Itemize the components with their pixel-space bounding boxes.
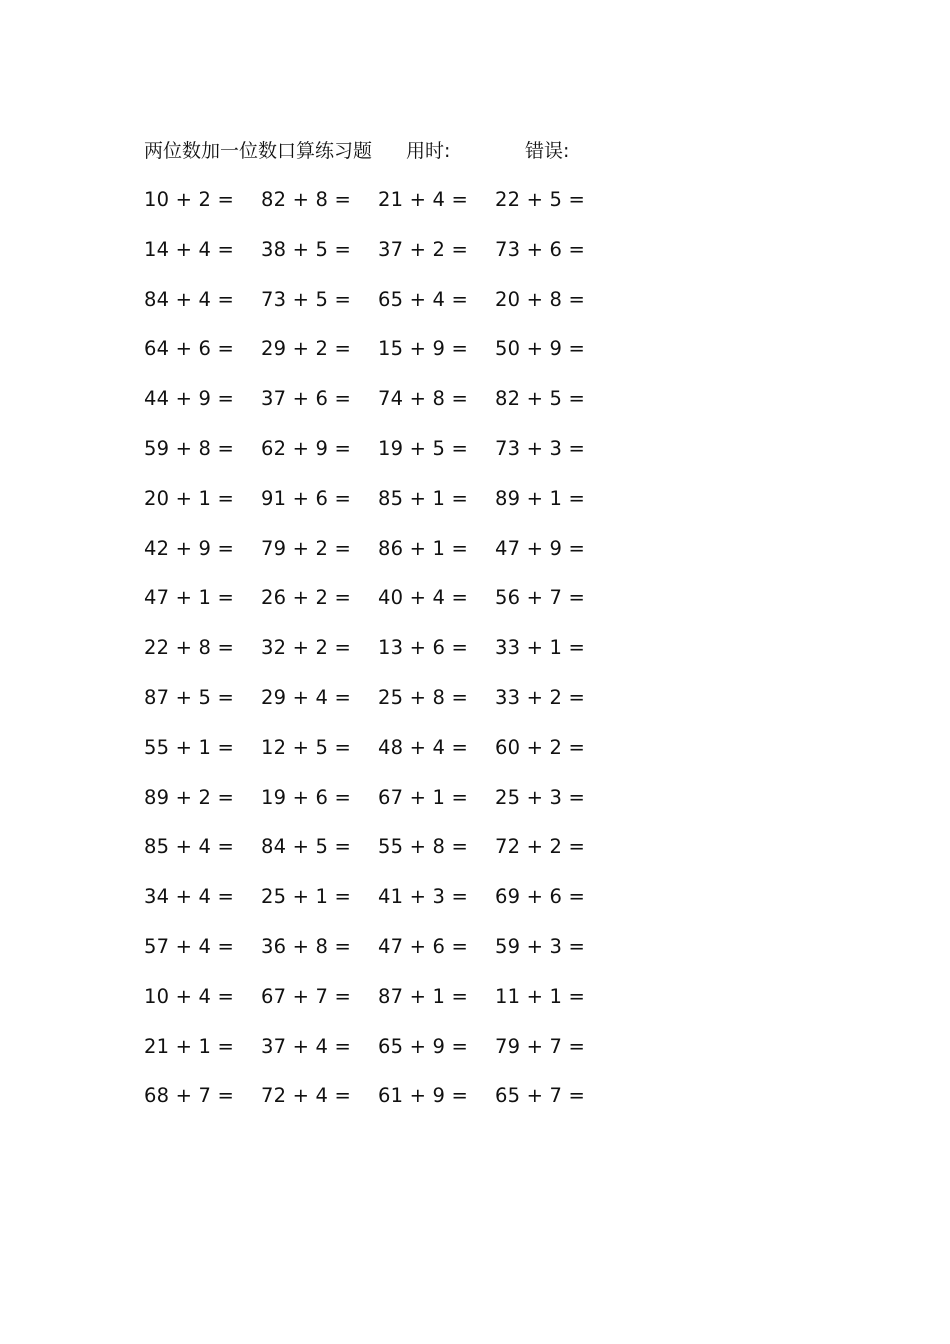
problem-item: 21 + 1 = (144, 1034, 235, 1058)
problem-item: 87 + 5 = (144, 685, 235, 709)
errors-label: 错误: (525, 140, 570, 162)
problem-item: 47 + 1 = (144, 586, 235, 610)
problem-item: 12 + 5 = (261, 735, 352, 759)
problem-row (144, 333, 624, 383)
problem-item: 55 + 1 = (144, 735, 235, 759)
problem-row (144, 732, 624, 782)
problem-item: 41 + 3 = (378, 885, 469, 909)
problem-item: 72 + 2 = (495, 835, 586, 859)
problem-item: 84 + 5 = (261, 835, 352, 859)
problem-item: 87 + 1 = (378, 984, 469, 1008)
problem-item: 29 + 4 = (261, 685, 352, 709)
problem-item: 22 + 8 = (144, 636, 235, 660)
problem-item: 25 + 1 = (261, 885, 352, 909)
problem-item: 85 + 4 = (144, 835, 235, 859)
problem-item: 11 + 1 = (495, 984, 586, 1008)
problem-row (144, 483, 624, 533)
problem-item: 65 + 9 = (378, 1034, 469, 1058)
problem-row (144, 881, 624, 931)
problem-item: 67 + 7 = (261, 984, 352, 1008)
problem-item: 69 + 6 = (495, 885, 586, 909)
problem-item: 37 + 4 = (261, 1034, 352, 1058)
problem-item: 59 + 3 = (495, 934, 586, 958)
problem-item: 60 + 2 = (495, 735, 586, 759)
problem-item: 14 + 4 = (144, 237, 235, 261)
problem-item: 84 + 4 = (144, 287, 235, 311)
problem-item: 59 + 8 = (144, 436, 235, 460)
problem-row (144, 433, 624, 483)
problem-item: 74 + 8 = (378, 387, 469, 411)
problem-item: 32 + 2 = (261, 636, 352, 660)
problem-row (144, 782, 624, 832)
problem-item: 19 + 5 = (378, 436, 469, 460)
page-title: 两位数加一位数口算练习题 (144, 140, 373, 162)
problem-item: 42 + 9 = (144, 536, 235, 560)
problem-item: 33 + 2 = (495, 685, 586, 709)
problem-item: 44 + 9 = (144, 387, 235, 411)
problem-row (144, 383, 624, 433)
problem-item: 20 + 8 = (495, 287, 586, 311)
problem-item: 67 + 1 = (378, 785, 469, 809)
problem-grid (144, 184, 624, 1130)
problem-item: 55 + 8 = (378, 835, 469, 859)
problem-item: 89 + 2 = (144, 785, 235, 809)
problem-item: 82 + 8 = (261, 188, 352, 211)
problem-item: 73 + 3 = (495, 436, 586, 460)
problem-item: 72 + 4 = (261, 1084, 352, 1108)
problem-row (144, 981, 624, 1031)
problem-item: 73 + 6 = (495, 237, 586, 261)
problem-item: 37 + 2 = (378, 237, 469, 261)
problem-item: 89 + 1 = (495, 486, 586, 510)
problem-row (144, 533, 624, 583)
problem-row (144, 831, 624, 881)
problem-item: 26 + 2 = (261, 586, 352, 610)
problem-item: 48 + 4 = (378, 735, 469, 759)
problem-item: 29 + 2 = (261, 337, 352, 361)
problem-item: 47 + 6 = (378, 934, 469, 958)
problem-item: 33 + 1 = (495, 636, 586, 660)
problem-item: 25 + 3 = (495, 785, 586, 809)
problem-item: 19 + 6 = (261, 785, 352, 809)
problem-item: 79 + 2 = (261, 536, 352, 560)
problem-item: 13 + 6 = (378, 636, 469, 660)
problem-item: 64 + 6 = (144, 337, 235, 361)
problem-row (144, 184, 624, 234)
problem-row (144, 632, 624, 682)
problem-item: 73 + 5 = (261, 287, 352, 311)
problem-row (144, 682, 624, 732)
problem-item: 57 + 4 = (144, 934, 235, 958)
problem-row (144, 234, 624, 284)
problem-row (144, 284, 624, 334)
problem-item: 65 + 4 = (378, 287, 469, 311)
problem-row (144, 931, 624, 981)
problem-item: 50 + 9 = (495, 337, 586, 361)
problem-item: 15 + 9 = (378, 337, 469, 361)
problem-item: 21 + 4 = (378, 188, 469, 211)
problem-item: 40 + 4 = (378, 586, 469, 610)
problem-row (144, 582, 624, 632)
problem-item: 56 + 7 = (495, 586, 586, 610)
problem-item: 20 + 1 = (144, 486, 235, 510)
problem-row (144, 1031, 624, 1081)
problem-item: 61 + 9 = (378, 1084, 469, 1108)
problem-item: 79 + 7 = (495, 1034, 586, 1058)
problem-item: 10 + 2 = (144, 188, 235, 211)
problem-item: 34 + 4 = (144, 885, 235, 909)
problem-item: 37 + 6 = (261, 387, 352, 411)
problem-item: 91 + 6 = (261, 486, 352, 510)
problem-item: 47 + 9 = (495, 536, 586, 560)
problem-item: 82 + 5 = (495, 387, 586, 411)
problem-item: 68 + 7 = (144, 1084, 235, 1108)
problem-item: 85 + 1 = (378, 486, 469, 510)
problem-item: 86 + 1 = (378, 536, 469, 560)
problem-item: 25 + 8 = (378, 685, 469, 709)
problem-item: 62 + 9 = (261, 436, 352, 460)
problem-item: 10 + 4 = (144, 984, 235, 1008)
time-label: 用时: (406, 140, 451, 162)
problem-row (144, 1080, 624, 1130)
problem-item: 22 + 5 = (495, 188, 586, 211)
problem-item: 38 + 5 = (261, 237, 352, 261)
problem-item: 36 + 8 = (261, 934, 352, 958)
problem-item: 65 + 7 = (495, 1084, 586, 1108)
